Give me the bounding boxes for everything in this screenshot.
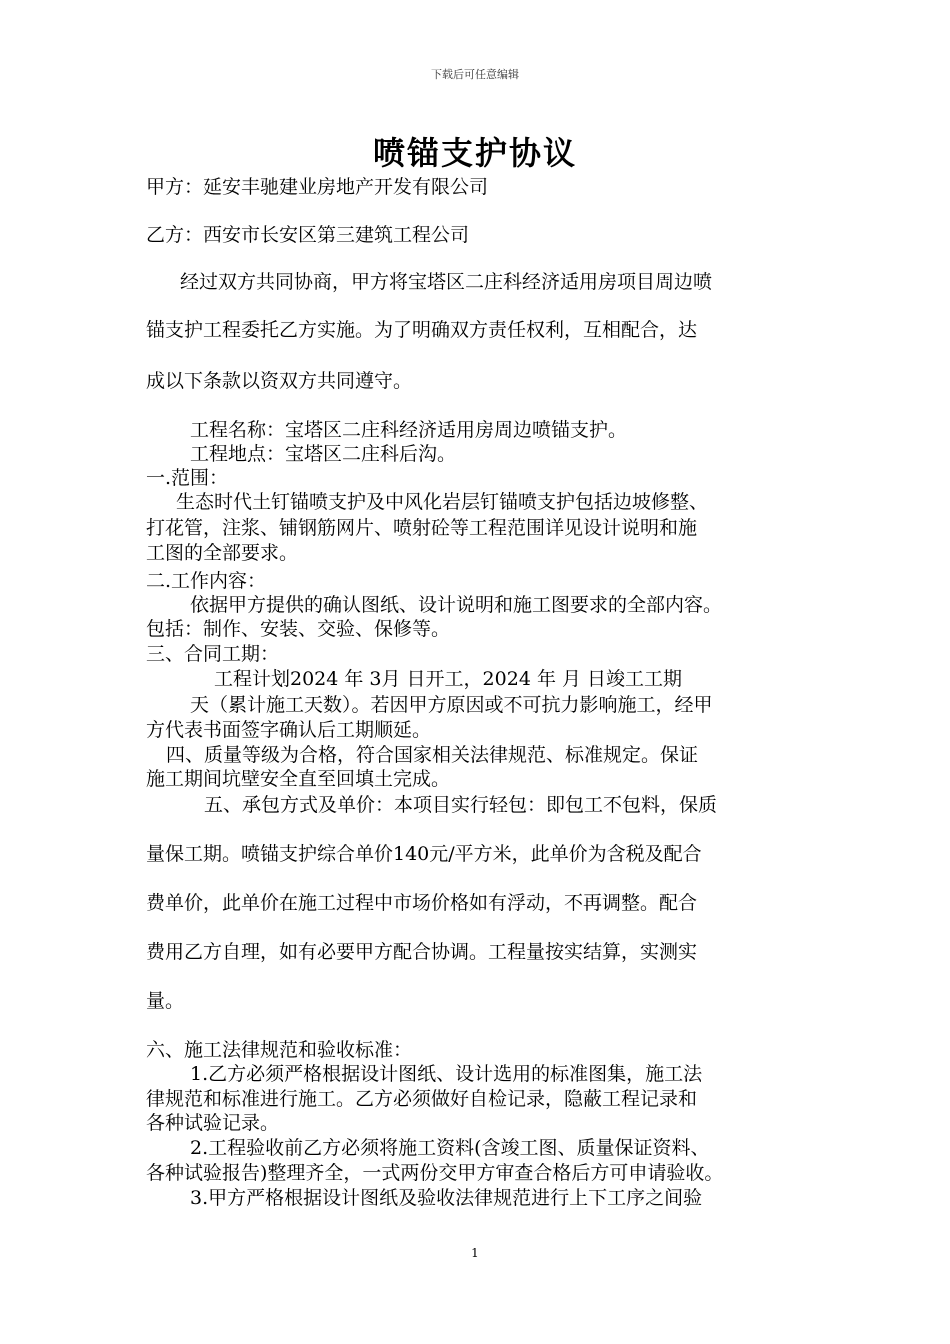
section-2-heading: 二.工作内容： bbox=[146, 570, 267, 592]
section-2-line-2: 包括：制作、安装、交验、保修等。 bbox=[146, 618, 451, 640]
section-1-heading: 一.范围： bbox=[146, 467, 229, 489]
section-6-item-1-line-1: 1.乙方必须严格根据设计图纸、设计选用的标准图集，施工法 bbox=[190, 1063, 703, 1085]
project-name: 工程名称：宝塔区二庄科经济适用房周边喷锚支护。 bbox=[190, 419, 628, 441]
section-3-line-1: 工程计划2024 年 3月 日开工，2024 年 月 日竣工工期 bbox=[214, 668, 683, 690]
section-1-line-2: 打花管，注浆、铺钢筋网片、喷射砼等工程范围详见设计说明和施 bbox=[146, 517, 698, 539]
section-6-item-3-line-1: 3.甲方严格根据设计图纸及验收法律规范进行上下工序之间验 bbox=[190, 1187, 703, 1209]
section-6-item-2-line-2: 各种试验报告)整理齐全，一式两份交甲方审查合格后方可申请验收。 bbox=[146, 1162, 724, 1184]
section-3-line-2: 天（累计施工天数）。若因甲方原因或不可抗力影响施工，经甲 bbox=[190, 694, 713, 716]
section-6-item-1-line-3: 各种试验记录。 bbox=[146, 1112, 280, 1134]
document-title: 喷锚支护协议 bbox=[372, 134, 577, 172]
header-note: 下载后可任意编辑 bbox=[431, 68, 519, 81]
section-1-line-1: 生态时代土钉锚喷支护及中风化岩层钉锚喷支护包括边坡修整、 bbox=[176, 491, 709, 513]
page-number: 1 bbox=[471, 1246, 479, 1260]
party-b: 乙方：西安市长安区第三建筑工程公司 bbox=[146, 224, 470, 246]
section-6-item-2-line-1: 2.工程验收前乙方必须将施工资料(含竣工图、质量保证资料、 bbox=[190, 1137, 710, 1159]
section-6-item-1-line-2: 律规范和标准进行施工。乙方必须做好自检记录，隐蔽工程记录和 bbox=[146, 1088, 698, 1110]
section-3-heading: 三、合同工期： bbox=[146, 643, 280, 665]
section-5-line-4: 费用乙方自理，如有必要甲方配合协调。工程量按实结算，实测实 bbox=[146, 941, 698, 963]
party-a: 甲方：延安丰驰建业房地产开发有限公司 bbox=[146, 176, 489, 198]
section-5-line-3: 费单价，此单价在施工过程中市场价格如有浮动，不再调整。配合 bbox=[146, 892, 698, 914]
section-1-line-3: 工图的全部要求。 bbox=[146, 542, 299, 564]
intro-line-1: 经过双方共同协商，甲方将宝塔区二庄科经济适用房项目周边喷 bbox=[180, 271, 713, 293]
section-4-line-2: 施工期间坑壁安全直至回填土完成。 bbox=[146, 768, 451, 790]
section-2-line-1: 依据甲方提供的确认图纸、设计说明和施工图要求的全部内容。 bbox=[190, 594, 723, 616]
section-5-line-2: 量保工期。喷锚支护综合单价140元/平方米，此单价为含税及配合 bbox=[146, 843, 702, 865]
intro-line-3: 成以下条款以资双方共同遵守。 bbox=[146, 370, 413, 392]
section-3-line-3: 方代表书面签字确认后工期顺延。 bbox=[146, 719, 432, 741]
section-6-heading: 六、施工法律规范和验收标准： bbox=[146, 1039, 413, 1061]
section-5-line-1: 五、承包方式及单价：本项目实行轻包：即包工不包料，保质 bbox=[204, 794, 718, 816]
project-location: 工程地点：宝塔区二庄科后沟。 bbox=[190, 443, 457, 465]
section-4-line-1: 四、质量等级为合格，符合国家相关法律规范、标准规定。保证 bbox=[166, 744, 699, 766]
section-5-line-5: 量。 bbox=[146, 990, 185, 1012]
intro-line-2: 锚支护工程委托乙方实施。为了明确双方责任权利，互相配合，达 bbox=[146, 319, 698, 341]
